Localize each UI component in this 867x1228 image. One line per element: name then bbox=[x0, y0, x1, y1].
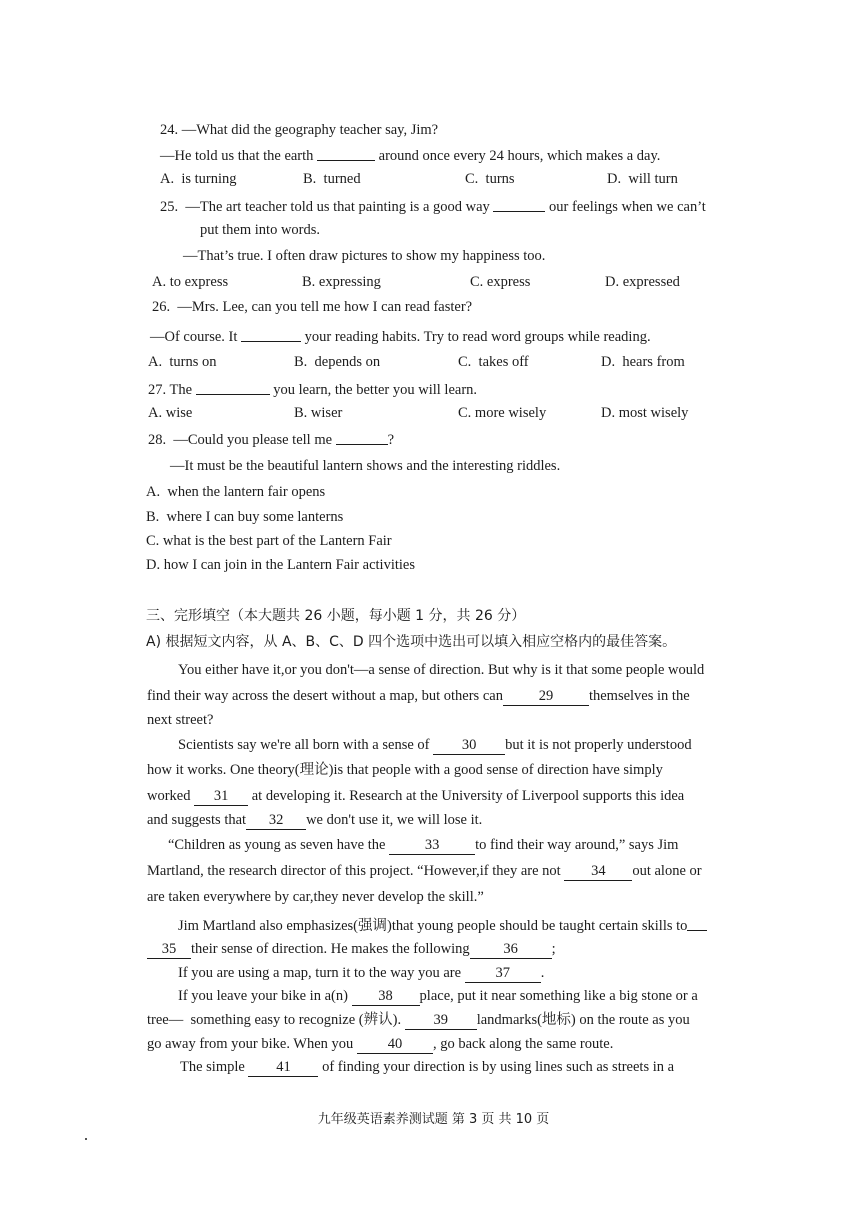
q28-text-b: ? bbox=[387, 432, 395, 448]
q27-stem bbox=[148, 378, 477, 400]
q25-reply: —That’s true. I often draw pictures to show my happiness too. bbox=[183, 248, 546, 264]
blank-37[interactable]: 37 bbox=[465, 964, 541, 983]
blank-35[interactable]: 35 bbox=[147, 940, 191, 959]
q25-stem bbox=[160, 195, 706, 217]
passage-text: find their way across the desert without a map, but others can bbox=[147, 688, 503, 704]
q28-option-d[interactable]: D. how I can join in the Lantern Fair activities bbox=[146, 557, 415, 573]
q27-option-b[interactable]: B. wiser bbox=[294, 405, 343, 421]
blank-38[interactable]: 38 bbox=[352, 987, 420, 1006]
q28-option-a[interactable]: A. when the lantern fair opens bbox=[146, 484, 326, 500]
passage-text: Scientists say we're all born with a sense of bbox=[178, 737, 434, 753]
page-footer: 九年级英语素养测试题 第 3 页 共 10 页 bbox=[317, 1112, 550, 1127]
q27-option-a[interactable]: A. wise bbox=[148, 405, 193, 421]
section-title: 三、完形填空（本大题共 26 小题，每小题 1 分，共 26 分） bbox=[146, 608, 526, 624]
blank-31[interactable]: 31 bbox=[194, 787, 248, 806]
scan-speck bbox=[85, 1138, 87, 1140]
passage-text: tree— something easy to recognize (辨认). bbox=[147, 1012, 405, 1028]
passage-line bbox=[168, 835, 678, 855]
passage-text: of finding your direction is by using lines such as streets in a bbox=[318, 1059, 675, 1075]
q28-blank[interactable] bbox=[336, 429, 388, 445]
passage-line bbox=[147, 810, 482, 830]
q26-answer-line bbox=[150, 325, 651, 347]
blank-33[interactable]: 33 bbox=[389, 836, 475, 855]
q28-stem bbox=[148, 428, 394, 450]
passage-line bbox=[178, 914, 707, 936]
passage-line: how it works. One theory(理论)is that people with a good sense of direction have simply bbox=[147, 762, 663, 778]
q25-option-a[interactable]: A. to express bbox=[152, 274, 229, 290]
q26-text-b: your reading habits. Try to read word groups while reading. bbox=[301, 329, 651, 345]
blank-40[interactable]: 40 bbox=[357, 1035, 433, 1054]
blank-36[interactable]: 36 bbox=[470, 940, 552, 959]
q25-text-a: 25. —The art teacher told us that painting is a good way bbox=[160, 199, 494, 215]
passage-line: You either have it,or you don't—a sense of direction. But why is it that some people would bbox=[178, 662, 705, 678]
passage-text: but it is not properly understood bbox=[505, 737, 692, 753]
blank-34[interactable]: 34 bbox=[564, 862, 632, 881]
passage-line bbox=[180, 1057, 674, 1077]
passage-line bbox=[147, 1034, 613, 1054]
q24-option-b[interactable]: B. turned bbox=[303, 171, 361, 187]
q24-answer-line bbox=[160, 144, 660, 166]
blank-32[interactable]: 32 bbox=[246, 811, 306, 830]
q25-option-b[interactable]: B. expressing bbox=[302, 274, 381, 290]
passage-line: are taken everywhere by car,they never develop the skill.” bbox=[147, 889, 484, 905]
passage-text: out alone or bbox=[632, 863, 702, 879]
passage-text: , go back along the same route. bbox=[432, 1036, 614, 1052]
passage-line bbox=[178, 735, 692, 755]
blank-35-lead bbox=[687, 915, 707, 931]
passage-text: The simple bbox=[180, 1059, 249, 1075]
q28-reply: —It must be the beautiful lantern shows and the interesting riddles. bbox=[170, 458, 561, 474]
q27-blank[interactable] bbox=[196, 379, 270, 395]
q24-blank[interactable] bbox=[317, 145, 375, 161]
q28-text-a: 28. —Could you please tell me bbox=[148, 432, 336, 448]
passage-text: . bbox=[540, 965, 545, 981]
q27-option-d[interactable]: D. most wisely bbox=[601, 405, 689, 421]
passage-text: place, put it near something like a big stone or a bbox=[419, 988, 698, 1004]
passage-text: Jim Martland also emphasizes(强调)that young people should be taught certain skills to bbox=[178, 918, 688, 934]
q26-option-d[interactable]: D. hears from bbox=[601, 354, 685, 370]
passage-text: themselves in the bbox=[588, 688, 690, 704]
passage-line bbox=[147, 786, 684, 806]
passage-text: If you leave your bike in a(n) bbox=[178, 988, 352, 1004]
passage-text: go away from your bike. When you bbox=[147, 1036, 357, 1052]
q25-blank[interactable] bbox=[493, 196, 545, 212]
passage-text: “Children as young as seven have the bbox=[168, 837, 390, 853]
passage-text: their sense of direction. He makes the following bbox=[191, 941, 470, 957]
q24-option-a[interactable]: A. is turning bbox=[160, 171, 237, 187]
blank-41[interactable]: 41 bbox=[248, 1058, 318, 1077]
q24-option-d[interactable]: D. will turn bbox=[607, 171, 678, 187]
q25-text-b: our feelings when we can’t bbox=[545, 199, 706, 215]
q25-option-d[interactable]: D. expressed bbox=[605, 274, 680, 290]
passage-line bbox=[147, 686, 690, 706]
q25-option-c[interactable]: C. express bbox=[470, 274, 531, 290]
q26-option-a[interactable]: A. turns on bbox=[148, 354, 217, 370]
q26-option-c[interactable]: C. takes off bbox=[458, 354, 529, 370]
q26-blank[interactable] bbox=[241, 326, 301, 342]
q24-text-a: —He told us that the earth bbox=[160, 148, 318, 164]
section-instruction: A) 根据短文内容，从 A、B、C、D 四个选项中选出可以填入相应空格内的最佳答案。 bbox=[146, 634, 677, 650]
blank-30[interactable]: 30 bbox=[433, 736, 505, 755]
passage-text: we don't use it, we will lose it. bbox=[306, 812, 483, 828]
passage-text: Martland, the research director of this project. “However,if they are not bbox=[147, 863, 565, 879]
q28-option-c[interactable]: C. what is the best part of the Lantern Fair bbox=[146, 533, 392, 549]
passage-line: next street? bbox=[147, 712, 214, 728]
passage-text: If you are using a map, turn it to the way you are bbox=[178, 965, 465, 981]
q24-text-b: around once every 24 hours, which makes a day. bbox=[375, 148, 661, 164]
passage-text: landmarks(地标) on the route as you bbox=[476, 1012, 690, 1028]
q26-option-b[interactable]: B. depends on bbox=[294, 354, 381, 370]
passage-line bbox=[147, 861, 702, 881]
q28-option-b[interactable]: B. where I can buy some lanterns bbox=[146, 509, 344, 525]
blank-39[interactable]: 39 bbox=[405, 1011, 477, 1030]
q26-stem: 26. —Mrs. Lee, can you tell me how I can read faster? bbox=[152, 299, 473, 315]
passage-line bbox=[178, 986, 698, 1006]
passage-text: and suggests that bbox=[147, 812, 247, 828]
passage-text: at developing it. Research at the University of Liverpool supports this idea bbox=[248, 788, 685, 804]
passage-line bbox=[147, 1010, 690, 1030]
passage-text: ; bbox=[551, 941, 556, 957]
q27-text-a: 27. The bbox=[148, 382, 196, 398]
passage-text: worked bbox=[147, 788, 195, 804]
blank-29[interactable]: 29 bbox=[503, 687, 589, 706]
passage-line bbox=[147, 939, 556, 959]
q27-option-c[interactable]: C. more wisely bbox=[458, 405, 547, 421]
q27-text-b: you learn, the better you will learn. bbox=[269, 382, 478, 398]
q24-option-c[interactable]: C. turns bbox=[465, 171, 515, 187]
q25-stem-cont: put them into words. bbox=[200, 222, 321, 238]
passage-line bbox=[178, 963, 544, 983]
passage-text: to find their way around,” says Jim bbox=[475, 837, 679, 853]
q24-stem: 24. —What did the geography teacher say, Jim? bbox=[160, 122, 439, 138]
q26-text-a: —Of course. It bbox=[150, 329, 242, 345]
